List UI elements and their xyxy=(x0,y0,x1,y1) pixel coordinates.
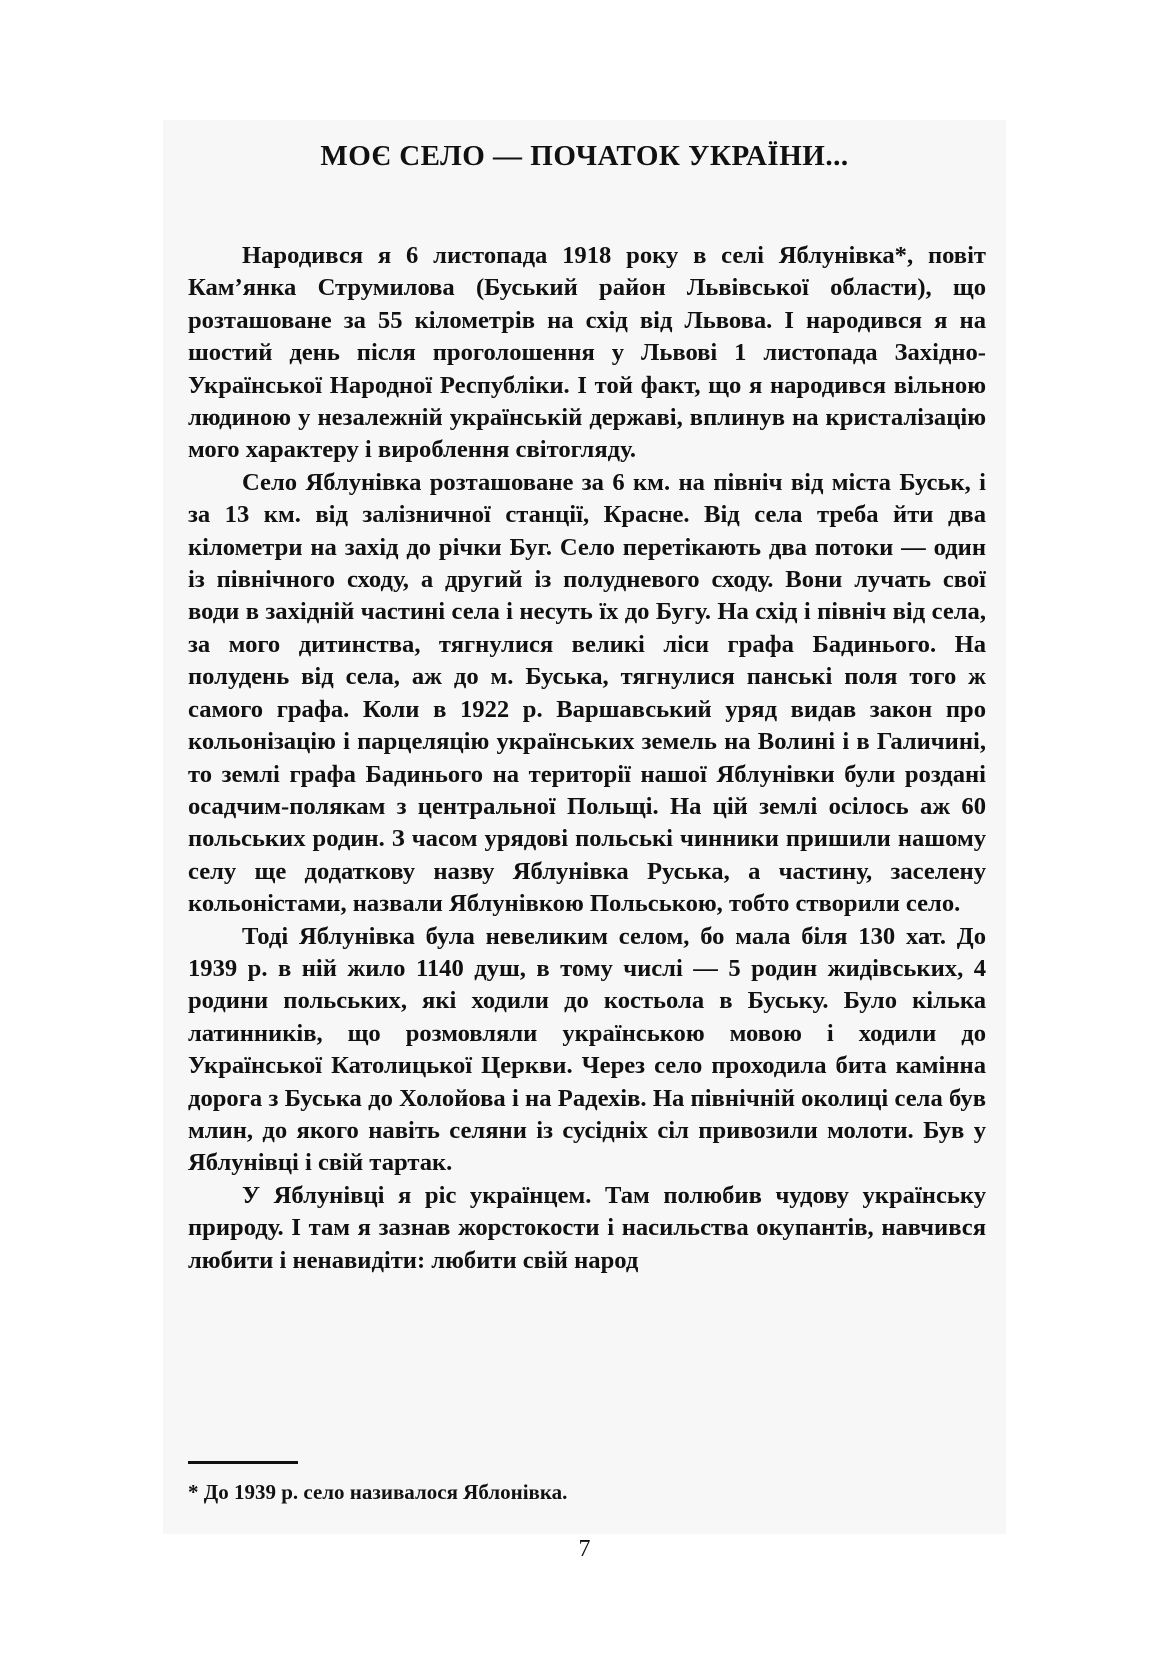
page-number: 7 xyxy=(578,1536,591,1562)
paragraph-village-population: Тоді Яблунівка була невеликим селом, бо мала біля 130 хат. До 1939 р. в ній жило 1140 душ, в тому числі — 5 родин жидівських, 4 родини польських, які ходили до костьола в Буську. Було кілька латинників, що розмовляли українською мовою і ходили до Української Католицької Церкви. Через село проходила бита камінна дорога з Буська до Холойова і на Радехів. На північній околиці села був млин, до якого навіть селяни із сусідніх сіл привозили молоти. Був у Яблунівці і свій тартак. xyxy=(188,922,986,1177)
paragraph-village-location: Село Яблунівка розташоване за 6 км. на північ від міста Буськ, і за 13 км. від залізничної станції, Красне. Від села треба йти два кілометри на захід до річки Буг. Село перетікають два потоки — один із північного сходу, а другий із полудневого сходу. Вони лучать свої води в західній частині села і несуть їх до Бугу. На схід і північ від села, за мого дитинства, тягнулися великі ліси графа Бадинього. На полудень від села, аж до м. Буська, тягнулися панські поля того ж самого графа. Коли в 1922 р. Варшавський уряд видав закон про кольонізацію і парцеляцію українських земель на Волині і в Галичині, то землі графа Бадинього на території нашої Яблунівки були роздані осадчим-полякам з центральної Польщі. На цій землі осілось аж 60 польських родин. З часом урядові польські чинники пришили нашому селу ще додаткову назву Яблунівка Руська, а частину, заселену кольоністами, назвали Яблунівкою Польською, тобто створили село. xyxy=(188,468,986,918)
footnote-divider xyxy=(188,1461,298,1464)
paragraph-childhood: У Яблунівці я ріс українцем. Там полюбив чудову українську природу. І там я зазнав жорстокости і насильства окупантів, навчився любити і ненавидіти: любити свій народ xyxy=(188,1181,986,1274)
chapter-title: МОЄ СЕЛО — ПОЧАТОК УКРАЇНИ... xyxy=(320,140,849,172)
paragraph-birth: Народився я 6 листопада 1918 року в селі Яблунівка*, повіт Кам’янка Струмилова (Буський район Львівської области), що розташоване за 55 кілометрів на схід від Львова. І народився я на шостий день після проголошення у Львові 1 листопада Західно-Української Народної Республіки. І той факт, що я народився вільною людиною у незалежній українській державі, вплинув на кристалізацію мого характеру і вироблення світогляду. xyxy=(188,242,986,464)
footnote: * До 1939 р. село називалося Яблонівка. xyxy=(188,1480,568,1504)
chapter-body xyxy=(188,240,986,1277)
